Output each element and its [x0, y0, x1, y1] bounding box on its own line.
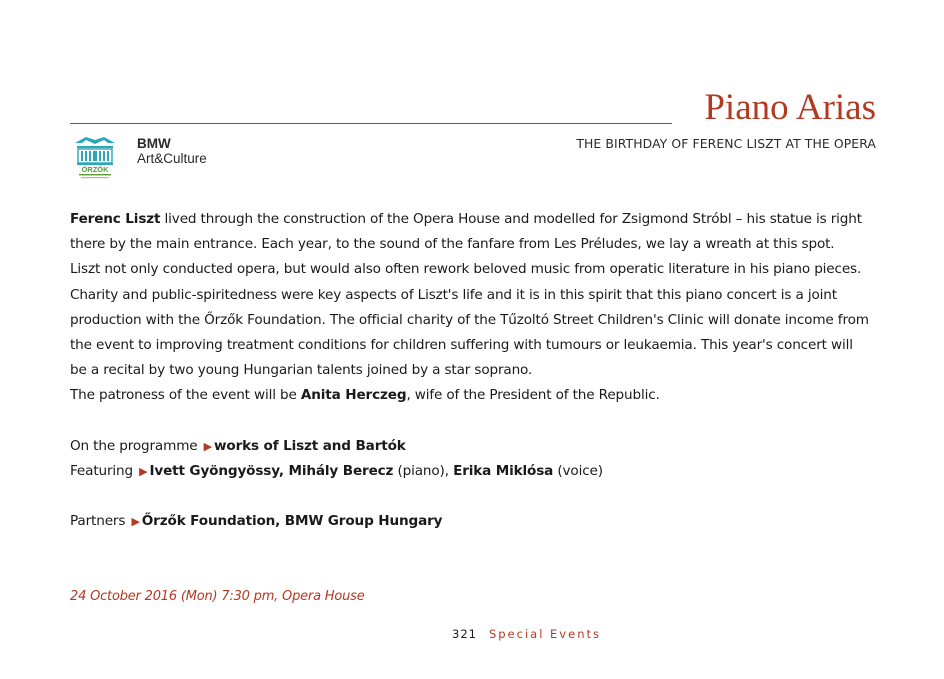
triangle-right-icon: ▶ [131, 515, 140, 529]
header-rule [70, 123, 672, 124]
paragraph-line: production with the Őrzők Foundation. The official charity of the Tűzoltó Street Children's Clinic will donate income from [70, 311, 869, 328]
liszt-name: Ferenc Liszt [70, 211, 161, 227]
bmw-art-culture-logo [137, 137, 207, 166]
svg-text:ŐRZŐK: ŐRZŐK [81, 165, 109, 174]
ozok-foundation-logo [72, 134, 118, 182]
paragraph-line: be a recital by two young Hungarian talents joined by a star soprano. [70, 362, 533, 379]
paragraph-line: Ferenc Liszt lived through the construction of the Opera House and modelled for Zsigmond Stróbl – his statue is right [70, 211, 862, 227]
triangle-right-icon: ▶ [203, 439, 212, 453]
section-name: Special Events [488, 627, 601, 641]
paragraph-line: Liszt not only conducted opera, but would also often rework beloved music from operatic literature in his piano pieces. [70, 261, 862, 278]
patroness-line: The patroness of the event will be Anita Herczeg, wife of the President of the Republic. [70, 387, 660, 404]
page-title: Piano Arias [704, 87, 876, 128]
triangle-right-icon: ▶ [139, 464, 148, 478]
patroness-name: Anita Herczeg [300, 387, 407, 404]
bmw-logo-line2: Art&Culture [137, 151, 207, 166]
event-date: 24 October 2016 (Mon) 7:30 pm, Opera House [70, 589, 365, 604]
partners-line: Partners ▶ Őrzők Foundation, BMW Group Hungary [70, 513, 443, 530]
bmw-logo-line1: BMW [137, 136, 171, 151]
paragraph-line: Charity and public-spiritedness were key aspects of Liszt's life and it is in this spirit that this piano concert is a joint [70, 286, 837, 303]
event-description [70, 207, 890, 534]
paragraph-line: the event to improving treatment conditions for children suffering with tumours or leukaemia. This year's concert will [70, 337, 853, 354]
programme-line: On the programme ▶ works of Liszt and Bartók [70, 437, 406, 454]
page-number: 321 [452, 627, 477, 641]
opera-house-icon [72, 134, 118, 182]
page-subtitle: THE BIRTHDAY OF FERENC LISZT AT THE OPERA [576, 136, 876, 151]
page-footer [452, 627, 601, 641]
paragraph-line: there by the main entrance. Each year, to the sound of the fanfare from Les Préludes, we lay a wreath at this spot. [70, 236, 835, 253]
featuring-line: Featuring ▶ Ivett Gyöngyössy, Mihály Berecz (piano), Erika Miklósa (voice) [70, 462, 603, 479]
